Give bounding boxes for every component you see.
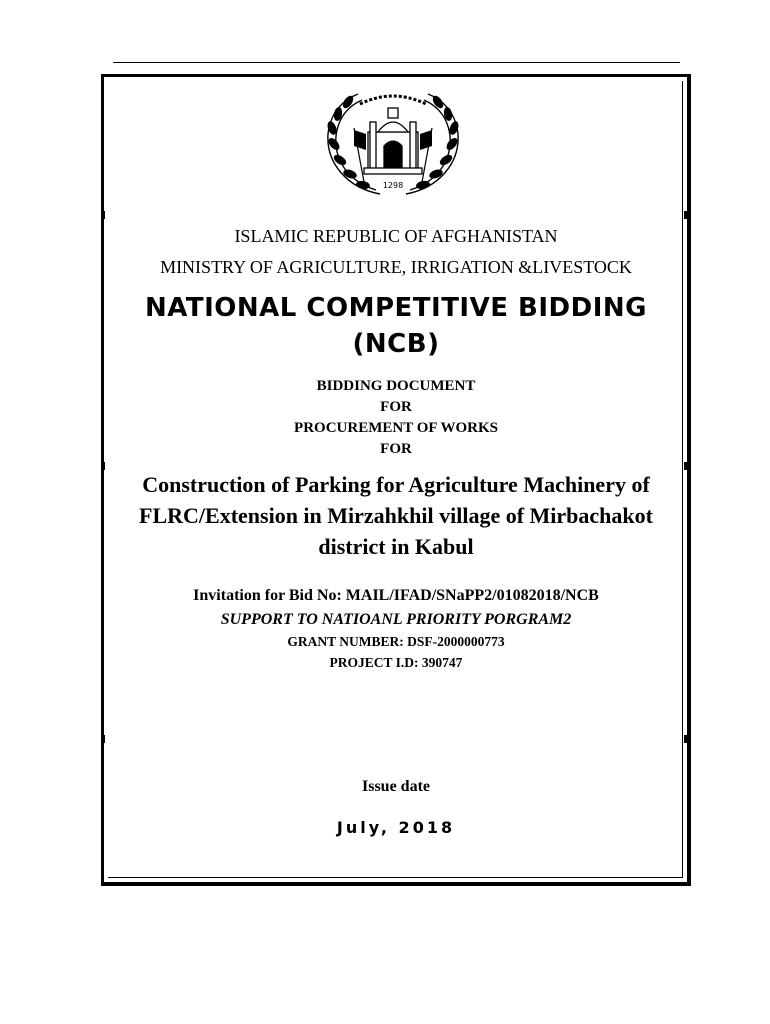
- issue-date-label: Issue date: [361, 778, 430, 795]
- document-title-abbrev: (NCB): [352, 329, 440, 359]
- emblem-caption: 1298: [382, 181, 404, 190]
- issue-date: July, 2018: [336, 818, 456, 837]
- country-name: ISLAMIC REPUBLIC OF AFGHANISTAN: [234, 226, 558, 246]
- border-tick: [101, 735, 105, 743]
- border-tick: [684, 735, 688, 743]
- bidding-document-label: BIDDING DOCUMENT: [316, 378, 476, 394]
- ministry-name: MINISTRY OF AGRICULTURE, IRRIGATION &LIVESTOCK: [160, 257, 632, 277]
- invitation-for-bid-number: Invitation for Bid No: MAIL/IFAD/SNaPP2/01082018/NCB: [193, 587, 599, 604]
- project-name: Construction of Parking for Agriculture Machinery of FLRC/Extension in Mirzahkhil village of Mirbachakot district in Kabul: [139, 472, 653, 559]
- national-emblem: [318, 84, 468, 200]
- border-tick: [684, 211, 688, 219]
- top-rule: [113, 62, 680, 63]
- for-label: FOR: [380, 399, 412, 415]
- project-id: PROJECT I.D: 390747: [329, 655, 463, 670]
- program-name: SUPPORT TO NATIOANL PRIORITY PORGRAM2: [220, 611, 572, 628]
- for-label: FOR: [380, 441, 412, 457]
- border-tick: [101, 462, 105, 470]
- procurement-label: PROCUREMENT OF WORKS: [294, 420, 498, 436]
- border-tick: [684, 462, 688, 470]
- grant-number: GRANT NUMBER: DSF-2000000773: [287, 634, 505, 649]
- document-title: NATIONAL COMPETITIVE BIDDING: [145, 293, 647, 323]
- border-tick: [101, 211, 105, 219]
